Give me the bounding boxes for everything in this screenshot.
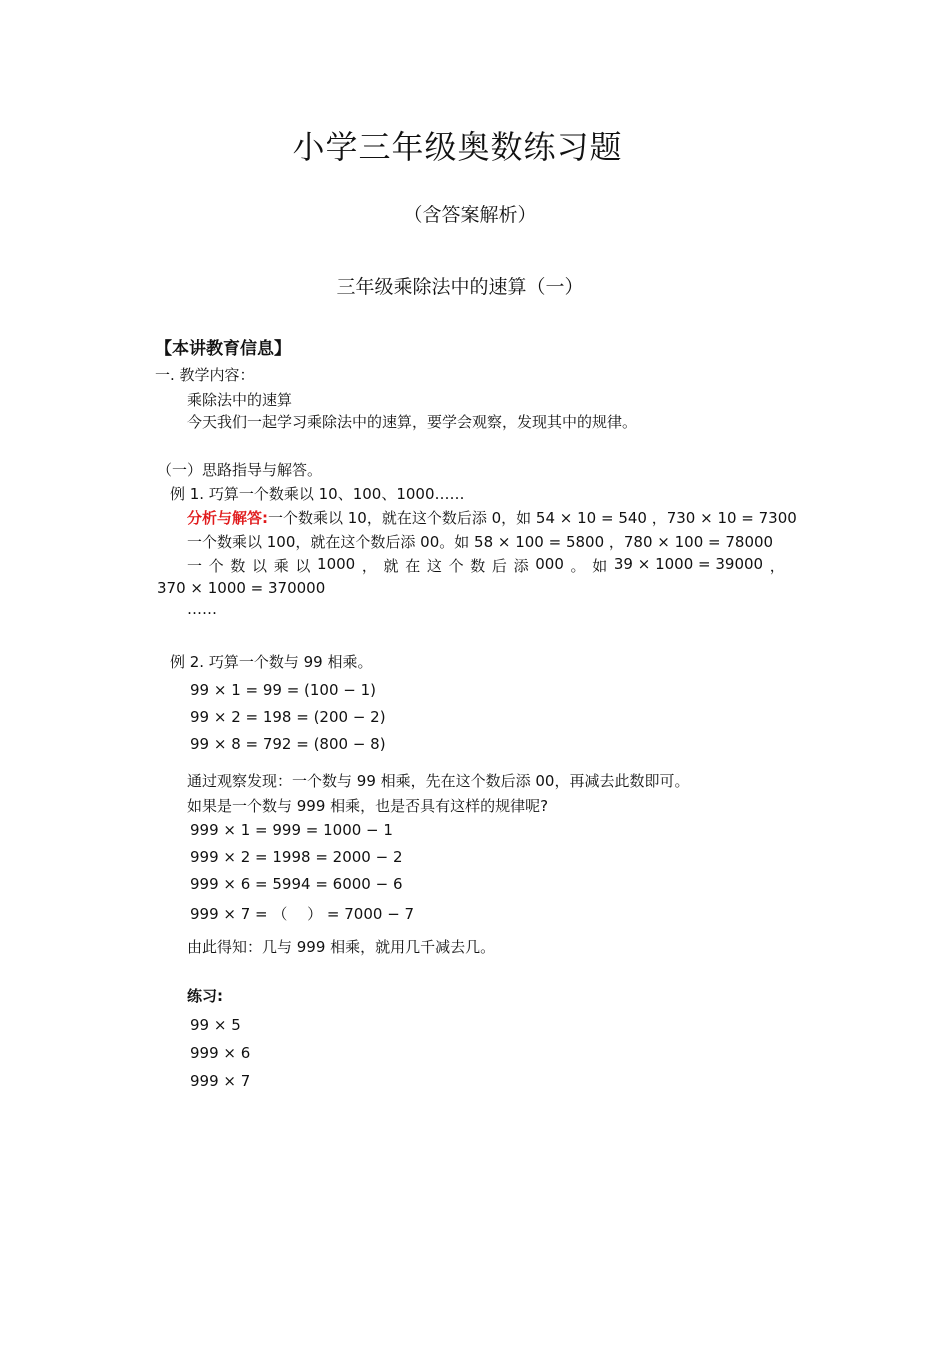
line3-token: 乘 xyxy=(273,557,289,575)
line3-token: 添 xyxy=(513,557,529,575)
line3-token: 后 xyxy=(491,557,507,575)
line3-token: ， xyxy=(361,557,377,575)
example1-line1-text: 一个数乘以 10，就在这个数后添 0，如 54 × 10 = 540 ，730 × 10 = 7300 xyxy=(268,509,797,527)
example1-line1 xyxy=(187,507,797,528)
example2-title: 例 2. 巧算一个数与 99 相乘。 xyxy=(170,653,373,671)
observation-text: 通过观察发现：一个数与 99 相乘，先在这个数后添 00，再减去此数即可。 xyxy=(187,772,690,790)
line3-token: 。 xyxy=(570,557,586,575)
equation-999-3: 999 × 6 = 5994 = 6000 − 6 xyxy=(190,875,403,893)
example1-line3 xyxy=(187,555,785,576)
question-text: 如果是一个数与 999 相乘，也是否具有这样的规律呢? xyxy=(187,797,549,815)
example1-ellipsis: …… xyxy=(187,600,217,618)
equation-99-1: 99 × 1 = 99 = (100 − 1) xyxy=(190,681,377,699)
equation-99-3: 99 × 8 = 792 = (800 − 8) xyxy=(190,735,386,753)
line3-token: 这 xyxy=(426,557,442,575)
topic-text: 乘除法中的速算 xyxy=(187,391,293,409)
line3-token: 数 xyxy=(230,557,246,575)
practice-item: 999 × 6 xyxy=(190,1044,251,1062)
line3-token: 39 × 1000 = 39000 xyxy=(613,555,764,573)
example1-line4: 370 × 1000 = 370000 xyxy=(157,579,326,597)
document-subtitle: （含答案解析） xyxy=(403,204,537,226)
document-title: 小学三年级奥数练习题 xyxy=(292,128,623,166)
equation-999-4: 999 × 7 = （ ） = 7000 − 7 xyxy=(190,905,415,923)
equation-99-2: 99 × 2 = 198 = (200 − 2) xyxy=(190,708,386,726)
example1-line2: 一个数乘以 100，就在这个数后添 00。如 58 × 100 = 5800 ，780 × 100 = 78000 xyxy=(187,533,774,551)
equation-999-2: 999 × 2 = 1998 = 2000 − 2 xyxy=(190,848,403,866)
line3-token: 就 xyxy=(383,557,399,575)
intro-text: 今天我们一起学习乘除法中的速算，要学会观察，发现其中的规律。 xyxy=(187,413,638,431)
line3-token: ， xyxy=(769,557,785,575)
example1-title: 例 1. 巧算一个数乘以 10、100、1000…… xyxy=(170,485,465,503)
line3-token: 在 xyxy=(405,557,421,575)
practice-item: 99 × 5 xyxy=(190,1016,241,1034)
line3-token: 1000 xyxy=(317,555,356,573)
section-title: 三年级乘除法中的速算（一） xyxy=(336,276,584,298)
part1-heading: （一）思路指导与解答。 xyxy=(157,461,323,479)
line3-token: 如 xyxy=(592,557,608,575)
line3-token: 个 xyxy=(448,557,464,575)
practice-item: 999 × 7 xyxy=(190,1072,251,1090)
info-heading: 【本讲教育信息】 xyxy=(155,339,291,359)
line3-token: 000 xyxy=(535,555,564,573)
teaching-label: 一. 教学内容： xyxy=(155,366,255,384)
line3-token: 个 xyxy=(208,557,224,575)
analysis-label: 分析与解答: xyxy=(187,509,268,527)
line3-token: 数 xyxy=(470,557,486,575)
line3-token: 以 xyxy=(295,557,311,575)
line3-token: 以 xyxy=(252,557,268,575)
practice-label: 练习: xyxy=(187,987,223,1005)
line3-token: 一 xyxy=(187,557,203,575)
equation-999-1: 999 × 1 = 999 = 1000 − 1 xyxy=(190,821,393,839)
conclusion-text: 由此得知：几与 999 相乘，就用几千减去几。 xyxy=(187,938,496,956)
